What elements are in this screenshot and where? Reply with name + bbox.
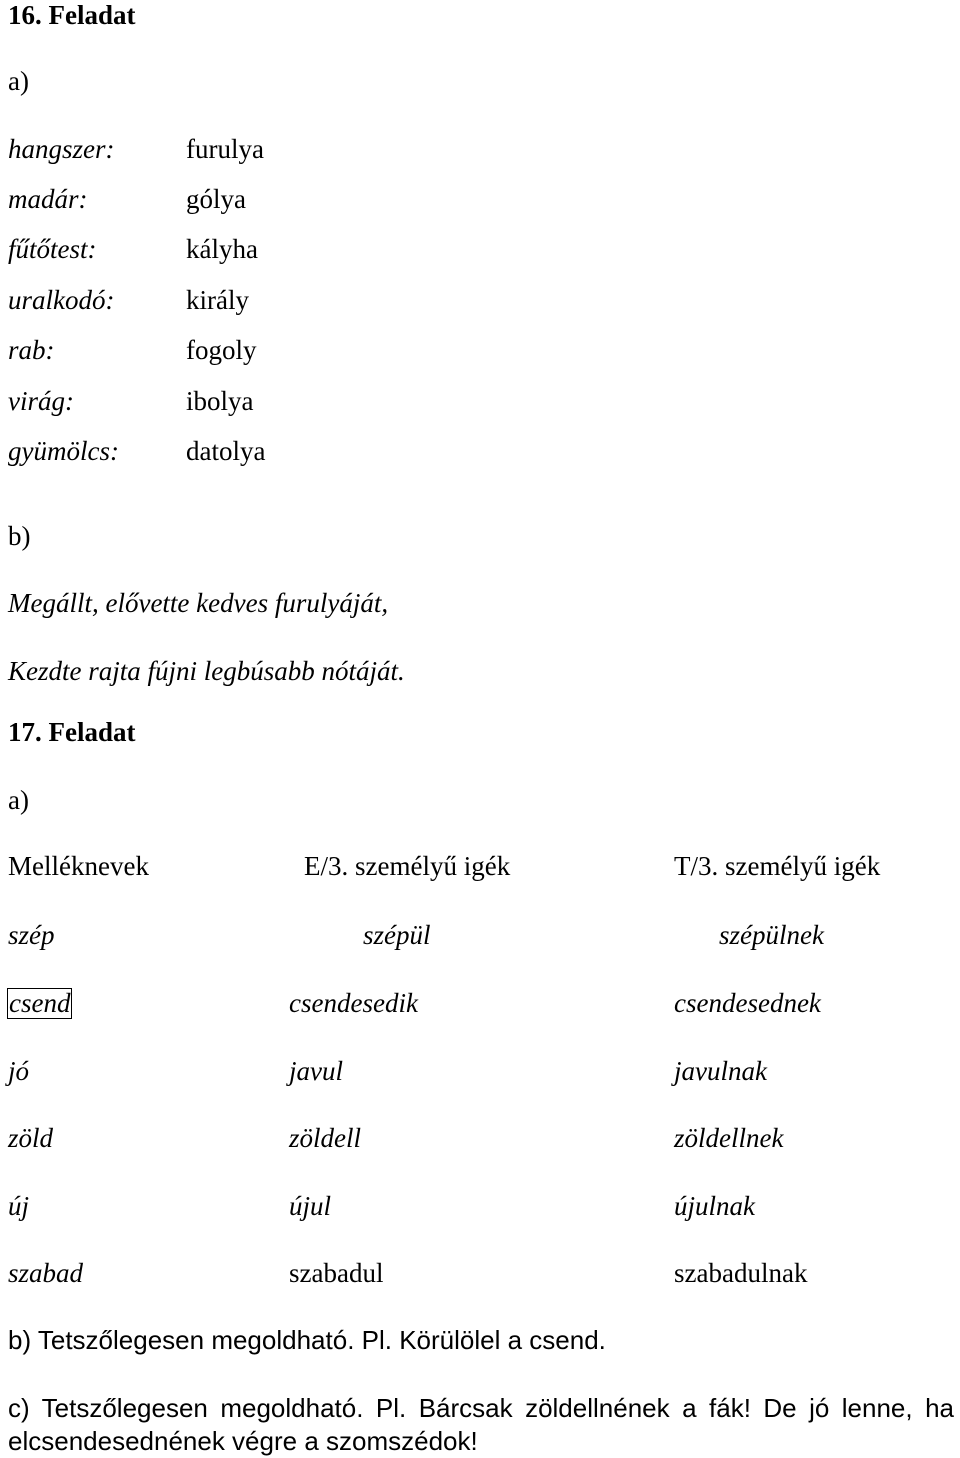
table-cell-singular-verb: szépül bbox=[363, 920, 431, 950]
column-header-plural-verbs: T/3. személyű igék bbox=[674, 851, 881, 881]
column-header-singular-verbs: E/3. személyű igék bbox=[304, 851, 511, 881]
pair-category: uralkodó: bbox=[8, 285, 115, 315]
pair-category: virág: bbox=[8, 386, 74, 416]
table-cell-singular-verb: csendesedik bbox=[289, 988, 418, 1018]
pair-word: kályha bbox=[186, 234, 258, 264]
table-cell-plural-verb: csendesednek bbox=[674, 988, 821, 1018]
table-cell-singular-verb: szabadul bbox=[289, 1258, 384, 1288]
pair-word: gólya bbox=[186, 184, 246, 214]
table-cell-singular-verb: zöldell bbox=[289, 1123, 361, 1153]
answer-b: b) Tetszőlegesen megoldható. Pl. Körülölel a csend. bbox=[8, 1325, 606, 1355]
table-cell-adjective: jó bbox=[8, 1056, 30, 1086]
task17-title: 17. Feladat bbox=[8, 717, 136, 747]
answer-c-line2: elcsendesednének végre a szomszédok! bbox=[8, 1426, 478, 1456]
table-cell-adjective-circled: csend bbox=[9, 988, 71, 1018]
table-cell-adjective: szabad bbox=[8, 1258, 84, 1288]
pair-word: fogoly bbox=[186, 335, 257, 365]
column-header-adjectives: Melléknevek bbox=[8, 851, 149, 881]
poem-line: Kezdte rajta fújni legbúsabb nótáját. bbox=[8, 656, 405, 686]
pair-category: hangszer: bbox=[8, 134, 115, 164]
table-cell-adjective: új bbox=[8, 1191, 30, 1221]
pair-category: madár: bbox=[8, 184, 88, 214]
task16-title: 16. Feladat bbox=[8, 0, 136, 30]
table-cell-singular-verb: újul bbox=[289, 1191, 332, 1221]
table-cell-plural-verb: zöldellnek bbox=[674, 1123, 784, 1153]
task16-part-a-label: a) bbox=[8, 66, 29, 96]
poem-line: Megállt, elővette kedves furulyáját, bbox=[8, 588, 389, 618]
task17-part-a-label: a) bbox=[8, 785, 29, 815]
pair-word: király bbox=[186, 285, 249, 315]
pair-category: fűtőtest: bbox=[8, 234, 97, 264]
pair-category: gyümölcs: bbox=[8, 436, 119, 466]
answer-c-line1: c) Tetszőlegesen megoldható. Pl. Bárcsak zöldellnének a fák! De jó lenne, ha bbox=[8, 1393, 954, 1423]
table-cell-plural-verb: javulnak bbox=[674, 1056, 767, 1086]
table-cell-plural-verb: újulnak bbox=[674, 1191, 755, 1221]
table-cell-singular-verb: javul bbox=[289, 1056, 343, 1086]
table-cell-adjective: szép bbox=[8, 920, 55, 950]
pair-word: datolya bbox=[186, 436, 266, 466]
pair-category: rab: bbox=[8, 335, 55, 365]
task16-part-b-label: b) bbox=[8, 521, 31, 551]
table-cell-plural-verb: szépülnek bbox=[719, 920, 824, 950]
pair-word: ibolya bbox=[186, 386, 254, 416]
pair-word: furulya bbox=[186, 134, 264, 164]
table-cell-adjective: zöld bbox=[8, 1123, 54, 1153]
table-cell-plural-verb: szabadulnak bbox=[674, 1258, 808, 1288]
